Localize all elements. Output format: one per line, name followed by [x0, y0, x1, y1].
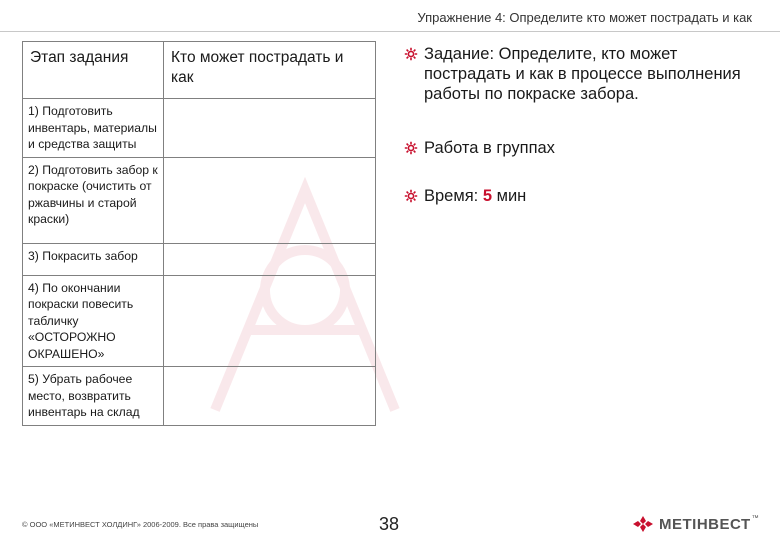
metinvest-logo-icon: [632, 515, 654, 533]
bullet-groups: [404, 138, 744, 160]
table-row: [23, 243, 376, 275]
company-logo: [632, 515, 759, 533]
answer-cell[interactable]: [164, 243, 376, 275]
flower-bullet-icon: [404, 44, 424, 66]
answer-cell[interactable]: [164, 275, 376, 367]
stage-cell: 5) Убрать рабочее место, возвратить инвентарь на склад: [23, 367, 164, 426]
page-number: 38: [379, 514, 400, 534]
copyright-text: © ООО «МЕТИНВЕСТ ХОЛДИНГ» 2006-2009. Все права защищены: [22, 520, 259, 529]
answer-cell[interactable]: [164, 99, 376, 158]
header-who-harmed: Кто может пострадать и как: [164, 42, 376, 99]
answer-cell[interactable]: [164, 367, 376, 426]
task-table: [22, 41, 376, 426]
bullet-groups-text: Работа в группах: [424, 139, 555, 157]
table-row: [23, 367, 376, 426]
header-stage: Этап задания: [23, 42, 164, 99]
stage-cell: 1) Подготовить инвентарь, материалы и средства защиты: [23, 99, 164, 158]
stage-cell: 3) Покрасить забор: [23, 243, 164, 275]
logo-text: МЕТІНВЕСТ: [659, 515, 751, 533]
time-value: 5: [482, 187, 493, 205]
slide-title: Упражнение 4: Определите кто может пострадать и как: [417, 10, 752, 25]
logo-trademark: ™: [751, 514, 759, 522]
table-header-row: [23, 42, 376, 99]
flower-bullet-icon: [404, 186, 424, 208]
answer-cell[interactable]: [164, 157, 376, 243]
time-unit: мин: [496, 187, 527, 205]
title-divider: [0, 31, 780, 32]
flower-bullet-icon: [404, 138, 424, 160]
bullet-list: [404, 44, 744, 208]
table-row: [23, 275, 376, 367]
table-row: [23, 99, 376, 158]
bullet-time-text: [424, 186, 526, 206]
time-label: Время:: [424, 187, 479, 205]
table-row: [23, 157, 376, 243]
bullet-task-text: Задание: Определите, кто может пострадать и как в процессе выполнения работы по покраске забора.: [424, 45, 741, 103]
bullet-time: [404, 186, 744, 208]
bullet-task: [404, 44, 744, 104]
stage-cell: 2) Подготовить забор к покраске (очистить от ржавчины и старой краски): [23, 157, 164, 243]
stage-cell: 4) По окончании покраски повесить табличку «ОСТОРОЖНО ОКРАШЕНО»: [23, 275, 164, 367]
